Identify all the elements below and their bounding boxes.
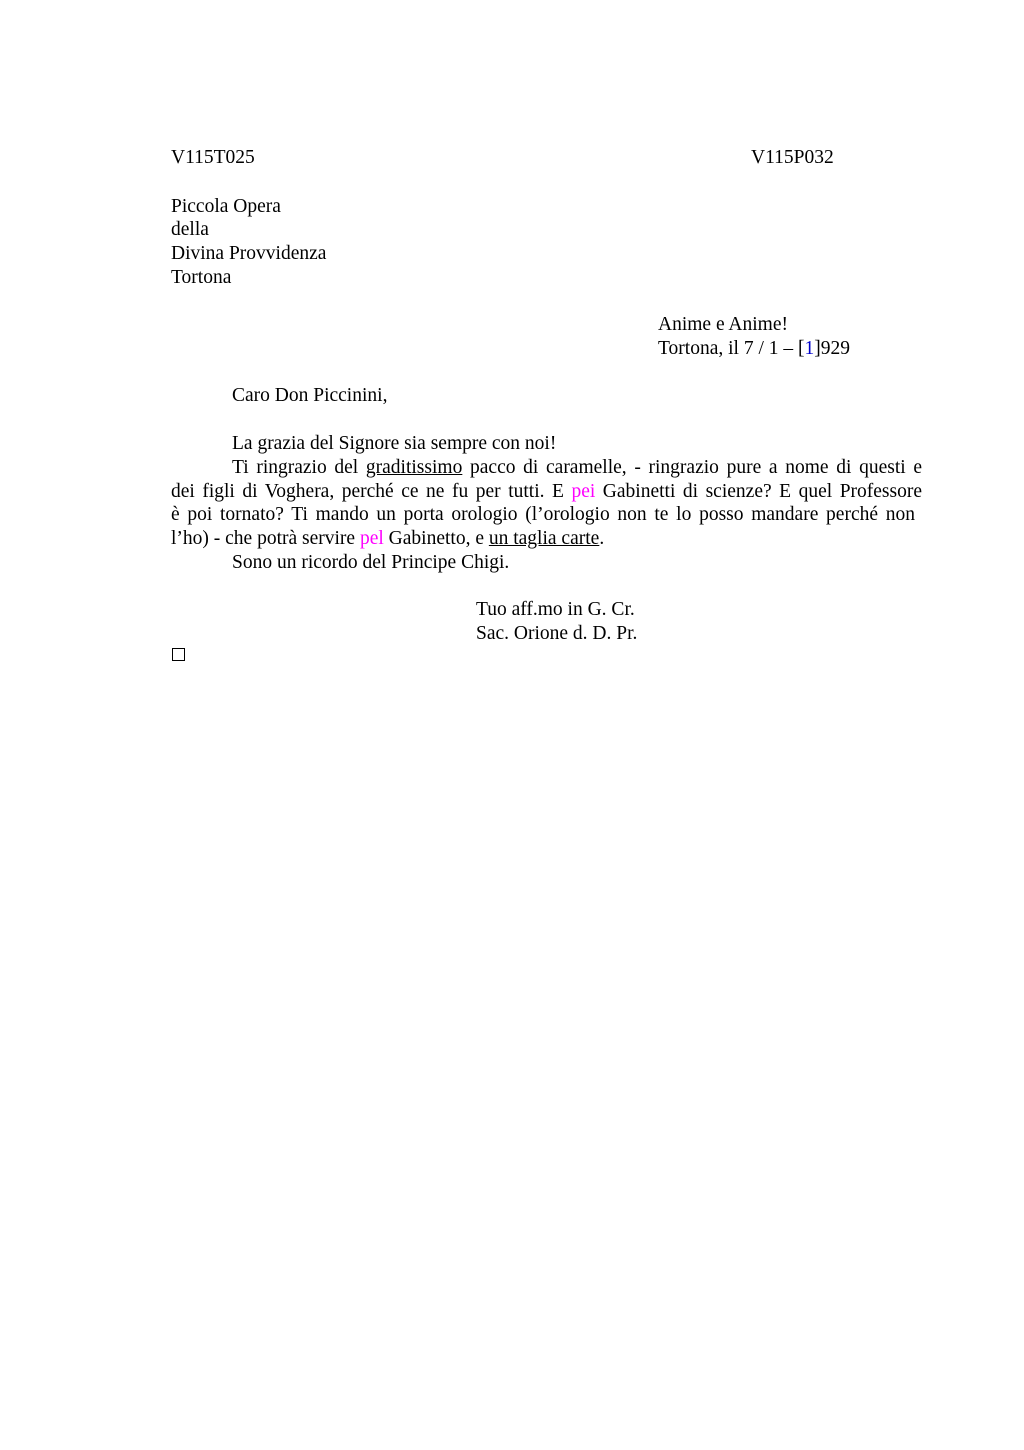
underlined-word-graditissimo: graditissimo (365, 457, 463, 478)
body-line-2 (171, 480, 922, 504)
body-line-1-a: Ti ringrazio del (232, 457, 366, 478)
salutation: Caro Don Piccinini, (232, 385, 388, 406)
signature: Sac. Orione d. D. Pr. (476, 623, 638, 644)
document-code-left: V115T025 (171, 147, 255, 168)
letterhead-line-2: della (171, 219, 209, 240)
body-line-4 (171, 527, 604, 551)
underlined-phrase-taglia-carte: un taglia carte (488, 528, 600, 549)
body-paragraph-3: Sono un ricordo del Principe Chigi. (232, 552, 510, 573)
body-line-4-b: Gabinetto, e (383, 528, 489, 549)
body-line-4-a: l’ho) - che potrà servire (171, 528, 360, 549)
document-code-right: V115P032 (751, 147, 834, 168)
body-line-1-b: pacco di caramelle, - ringrazio pure a nome di questi e (462, 457, 923, 478)
body-line-2-a: dei figli di Voghera, perché ce ne fu per tutti. E (171, 481, 572, 502)
letterhead-line-4: Tortona (171, 267, 232, 288)
letterhead-line-1: Piccola Opera (171, 196, 281, 217)
body-paragraph-1: La grazia del Signore sia sempre con noi! (232, 433, 557, 454)
date-suffix: ]929 (814, 338, 850, 359)
body-line-4-c: . (599, 528, 605, 549)
date-inserted-digit: 1 (804, 338, 815, 359)
date-prefix: Tortona, il 7 / 1 – [ (658, 338, 805, 359)
body-line-3: è poi tornato? Ti mando un porta orologio (l’orologio non te lo posso mandare perché non (171, 504, 915, 525)
body-line-2-b: Gabinetti di scienze? E quel Professore (595, 481, 923, 502)
motto: Anime e Anime! (658, 314, 788, 335)
end-square-icon (172, 648, 185, 661)
closing-line-1: Tuo aff.mo in G. Cr. (476, 599, 635, 620)
body-line-1 (232, 456, 922, 480)
letterhead-line-3: Divina Provvidenza (171, 243, 327, 264)
highlighted-word-pel: pel (359, 528, 384, 549)
dateline (658, 337, 850, 361)
highlighted-word-pei: pei (571, 481, 596, 502)
